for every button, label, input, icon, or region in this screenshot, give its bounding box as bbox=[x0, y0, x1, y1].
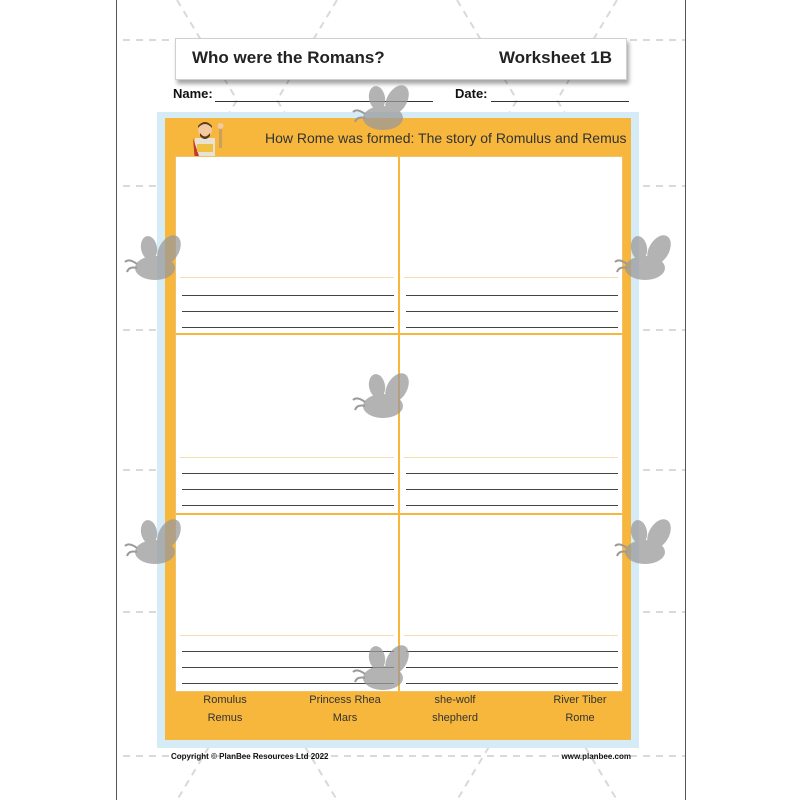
word-bank-item: River Tiber bbox=[553, 694, 607, 706]
writing-line[interactable] bbox=[182, 327, 394, 328]
writing-line[interactable] bbox=[182, 667, 394, 668]
grid-divider-row1 bbox=[176, 333, 622, 335]
word-bank-item: Princess Rhea bbox=[309, 694, 381, 706]
writing-line[interactable] bbox=[182, 505, 394, 506]
name-label: Name: bbox=[173, 86, 213, 101]
story-banner bbox=[261, 124, 627, 154]
word-bank-item: Mars bbox=[332, 712, 358, 724]
writing-line[interactable] bbox=[406, 667, 618, 668]
pale-guide bbox=[404, 277, 618, 278]
word-bank-item: she-wolf bbox=[434, 694, 476, 706]
writing-line[interactable] bbox=[182, 295, 394, 296]
pale-guide bbox=[404, 635, 618, 636]
grid-divider-row2 bbox=[176, 513, 622, 515]
name-date-row bbox=[173, 86, 633, 106]
header-card bbox=[175, 38, 627, 80]
worksheet-page bbox=[116, 0, 686, 800]
writing-line[interactable] bbox=[406, 311, 618, 312]
writing-line[interactable] bbox=[182, 651, 394, 652]
pale-guide bbox=[180, 457, 394, 458]
pale-guide bbox=[404, 457, 618, 458]
footer-website[interactable]: www.planbee.com bbox=[561, 752, 631, 761]
writing-line[interactable] bbox=[182, 683, 394, 684]
name-field[interactable] bbox=[215, 101, 433, 102]
worksheet-title: Who were the Romans? bbox=[192, 48, 385, 67]
writing-line[interactable] bbox=[406, 683, 618, 684]
pale-guide bbox=[180, 635, 394, 636]
word-bank-item: shepherd bbox=[432, 712, 478, 724]
word-bank-item: Rome bbox=[565, 712, 595, 724]
writing-line[interactable] bbox=[406, 295, 618, 296]
date-label: Date: bbox=[455, 86, 488, 101]
writing-line[interactable] bbox=[406, 473, 618, 474]
footer-copyright: Copyright © PlanBee Resources Ltd 2022 bbox=[171, 752, 329, 761]
writing-line[interactable] bbox=[406, 651, 618, 652]
word-bank bbox=[175, 692, 621, 734]
writing-line[interactable] bbox=[406, 327, 618, 328]
pale-guide bbox=[180, 277, 394, 278]
worksheet-number: Worksheet 1B bbox=[498, 48, 612, 67]
writing-line[interactable] bbox=[406, 489, 618, 490]
word-bank-item: Romulus bbox=[203, 694, 247, 706]
writing-line[interactable] bbox=[406, 505, 618, 506]
writing-line[interactable] bbox=[182, 489, 394, 490]
writing-line[interactable] bbox=[182, 311, 394, 312]
grid-divider-vertical bbox=[398, 157, 400, 691]
date-field[interactable] bbox=[491, 101, 629, 102]
drawing-grid bbox=[175, 156, 623, 692]
writing-line[interactable] bbox=[182, 473, 394, 474]
word-bank-item: Remus bbox=[207, 712, 243, 724]
banner-heading: How Rome was formed: The story of Romulus and Remus bbox=[265, 130, 627, 146]
